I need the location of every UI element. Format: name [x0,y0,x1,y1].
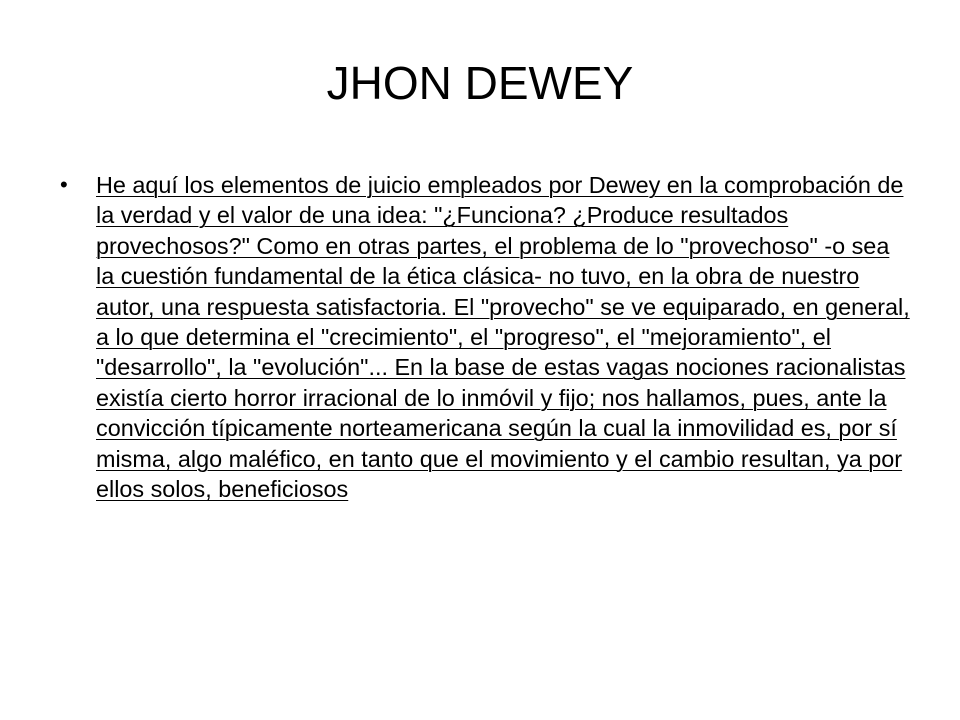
bullet-item [60,170,910,504]
bullet-list [60,170,910,504]
slide-title: JHON DEWEY [326,57,634,109]
bullet-marker: • [60,172,68,197]
bullet-text: He aquí los elementos de juicio empleados por Dewey en la comprobación de la verdad y el valor de una idea: "¿Funciona? ¿Produce resultados provechosos?" Como en otras partes, el problema de lo "provechoso" -o sea la cuestión fundamental de la ética clásica- no tuvo, en la obra de nuestro autor, una respuesta satisfactoria. El "provecho" se ve equiparado, en general, a lo que determina el "crecimiento", el "progreso", el "mejoramiento", el "desarrollo", la "evolución"... En la base de estas vagas nociones racionalistas existía cierto horror irracional de lo inmóvil y fijo; nos hallamos, pues, ante la convicción típicamente norteamericana según la cual la inmovilidad es, por sí misma, algo maléfico, en tanto que el movimiento y el cambio resultan, ya por ellos solos, beneficiosos [96,172,910,503]
